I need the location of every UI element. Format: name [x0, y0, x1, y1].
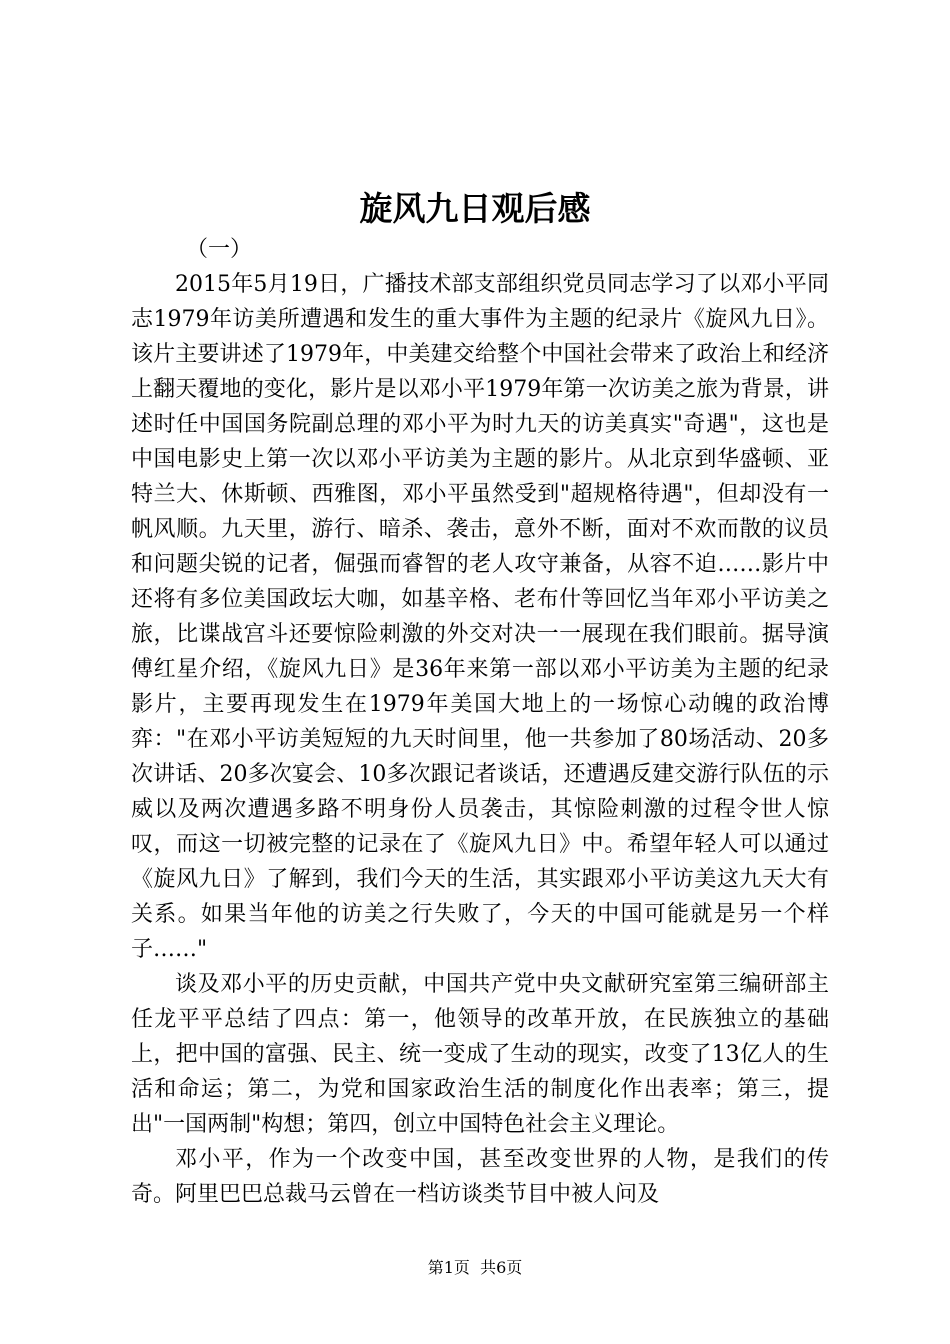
paragraph-2: 谈及邓小平的历史贡献，中国共产党中央文献研究室第三编研部主任龙平平总结了四点：第一，他领导的改革开放，在民族独立的基础上，把中国的富强、民主、统一变成了生动的现实，改变了13亿人的生活和命运；第二，为党和国家政治生活的制度化作出表率；第三，提出"一国两制"构想；第四，创立中国特色社会主义理论。 [131, 972, 829, 1137]
paragraph-1: 2015年5月19日，广播技术部支部组织党员同志学习了以邓小平同志1979年访美所遭遇和发生的重大事件为主题的纪录片《旋风九日》。该片主要讲述了1979年，中美建交给整个中国社会带来了政治上和经济上翻天覆地的变化，影片是以邓小平1979年第一次访美之旅为背景，讲述时任中国国务院副总理的邓小平为时九天的访美真实"奇遇"，这也是中国电影史上第一次以邓小平访美为主题的影片。从北京到华盛顿、亚特兰大、休斯顿、西雅图，邓小平虽然受到"超规格待遇"，但却没有一帆风顺。九天里，游行、暗杀、袭击，意外不断，面对不欢而散的议员和问题尖锐的记者，倔强而睿智的老人攻守兼备，从容不迫……影片中还将有多位美国政坛大咖，如基辛格、老布什等回忆当年邓小平访美之旅，比谍战宫斗还要惊险刺激的外交对决一一展现在我们眼前。据导演傅红星介绍，《旋风九日》是36年来第一部以邓小平访美为主题的纪录影片，主要再现发生在1979年美国大地上的一场惊心动魄的政治博弈："在邓小平访美短短的九天时间里，他一共参加了80场活动、20多次讲话、20多次宴会、10多次跟记者谈话，还遭遇反建交游行队伍的示威以及两次遭遇多路不明身份人员袭击，其惊险刺激的过程令世人惊叹，而这一切被完整的记录在了《旋风九日》中。希望年轻人可以通过《旋风九日》了解到，我们今天的生活，其实跟邓小平访美这九天大有关系。如果当年他的访美之行失败了，今天的中国可能就是另一个样子……" [131, 272, 829, 962]
paragraph-3: 邓小平，作为一个改变中国，甚至改变世界的人物，是我们的传奇。阿里巴巴总裁马云曾在一档访谈类节目中被人问及 [131, 1147, 829, 1207]
page-total: 共6页 [480, 1258, 523, 1277]
page-title: 旋风九日观后感 [359, 189, 591, 228]
document-body [131, 232, 829, 1212]
page-footer [0, 1256, 950, 1280]
page-number: 第1页 [427, 1258, 470, 1277]
footer-spacer [470, 1258, 480, 1277]
section-label: （一） [186, 237, 253, 262]
